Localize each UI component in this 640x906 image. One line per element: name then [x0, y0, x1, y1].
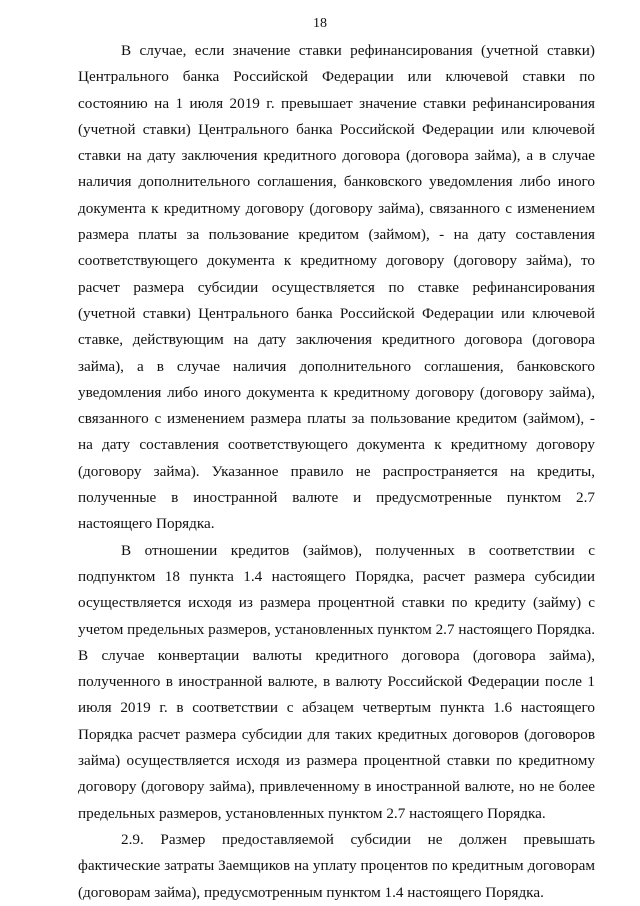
page-number: 18	[313, 16, 327, 31]
paragraph-2-9-subsidy-limit: 2.9. Размер предоставляемой субсидии не должен превышать фактические затраты Заемщиков на уплату процентов по кредитным договорам (договорам займа), предусмотренным пунктом 1.4 настоящего Порядка.	[78, 830, 595, 901]
paragraph-subparagraph-18-loans: В отношении кредитов (займов), полученных в соответствии с подпунктом 18 пункта 1.4 настоящего Порядка, расчет размера субсидии осуществляется исходя из размера процентной ставки по кредиту (займу) с учетом предельных размеров, установленных пунктом 2.7 настоящего Порядка. В случае конвертации валюты кредитного договора (договора займа), полученного в иностранной валюте, в валюту Российской Федерации после 1 июля 2019 г. в соответствии с абзацем четвертым пункта 1.6 настоящего Порядка расчет размера субсидии для таких кредитных договоров (договоров займа) осуществляется исходя из размера процентной ставки по кредитному договору (договору займа), привлеченному в иностранной валюте, но не более предельных размеров, установленных пунктом 2.7 настоящего Порядка.	[78, 541, 595, 822]
paragraph-refinancing-rate: В случае, если значение ставки рефинансирования (учетной ставки) Центрального банка Российской Федерации или ключевой ставки по состоянию на 1 июля 2019 г. превышает значение ставки рефинансирования (учетной ставки) Центрального банка Российской Федерации или ключевой ставки на дату заключения кредитного договора (договора займа), а в случае наличия дополнительного соглашения, банковского уведомления либо иного документа к кредитному договору (договору займа), связанного с изменением размера платы за пользование кредитом (займом), - на дату составления соответствующего документа к кредитному договору (договору займа), то расчет размера субсидии осуществляется по ставке рефинансирования (учетной ставки) Центрального банка Российской Федерации или ключевой ставке, действующим на дату заключения кредитного договора (договора займа), а в случае наличия дополнительного соглашения, банковского уведомления либо иного документа к кредитному договору (договору займа), связанного с изменением размера платы за пользование кредитом (займом), - на дату составления соответствующего документа к кредитному договору (договору займа). Указанное правило не распространяется на кредиты, полученные в иностранной валюте и предусмотренные пунктом 2.7 настоящего Порядка.	[78, 42, 595, 533]
document-body	[78, 38, 595, 906]
